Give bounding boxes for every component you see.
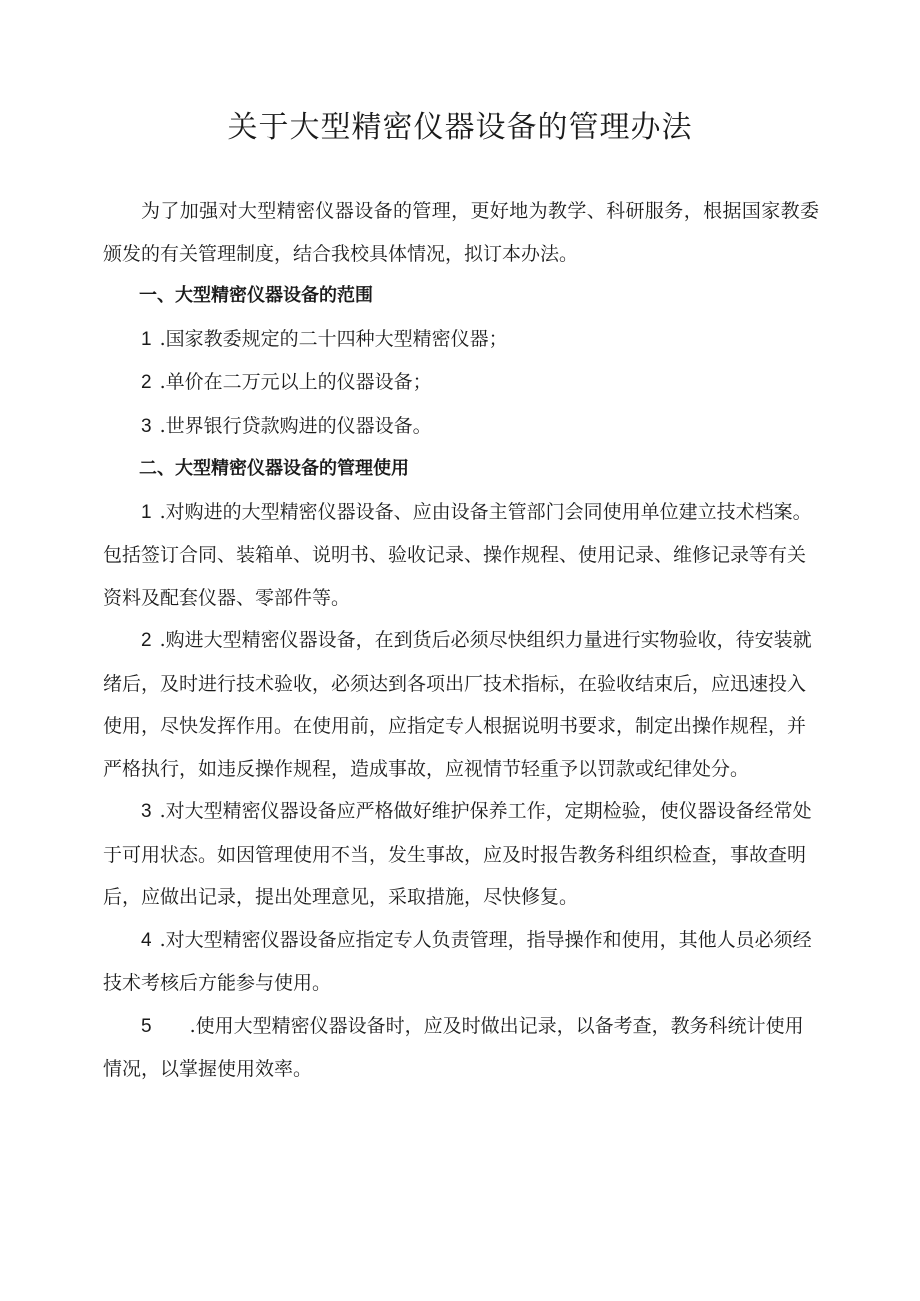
item-number: 3 xyxy=(141,415,152,437)
item-text: .单价在二万元以上的仪器设备； xyxy=(159,371,432,393)
item-text: .对大型精密仪器设备应严格做好维护保养工作，定期检验，使仪器设备经常处于可用状态。如因管理使用不当，发生事故，应及时报告教务科组织检查，事故查明后，应做出记录，提出处理意见，采取措施，尽快修复。 xyxy=(103,800,812,908)
section1-heading: 一、大型精密仪器设备的范围 xyxy=(139,285,373,306)
item-number: 2 xyxy=(141,630,152,651)
intro-paragraph: 为了加强对大型精密仪器设备的管理，更好地为教学、科研服务，根据国家教委颁发的有关管理制度，结合我校具体情况，拟订本办法。 xyxy=(103,200,819,265)
section1-item-2 xyxy=(103,361,819,405)
document-body xyxy=(103,190,819,1091)
section1-item-1 xyxy=(103,318,819,362)
item-text: .购进大型精密仪器设备，在到货后必须尽快组织力量进行实物验收，待安装就绪后，及时进行技术验收，必须达到各项出厂技术指标，在验收结束后，应迅速投入使用，尽快发挥作用。在使用前，应指定专人根据说明书要求，制定出操作规程，并严格执行，如违反操作规程，造成事故，应视情节轻重予以罚款或纪律处分。 xyxy=(103,629,812,780)
section1-item-3 xyxy=(103,405,819,449)
section2-item-2 xyxy=(103,619,819,790)
item-text: .国家教委规定的二十四种大型精密仪器； xyxy=(159,327,508,350)
section2-item-3 xyxy=(103,790,819,919)
item-text: .对购进的大型精密仪器设备、应由设备主管部门会同使用单位建立技术档案。包括签订合同、装箱单、说明书、验收记录、操作规程、使用记录、维修记录等有关资料及配套仪器、零部件等。 xyxy=(103,500,812,609)
item-number: 1 xyxy=(141,328,152,350)
item-number: 1 xyxy=(141,501,152,523)
section2-heading: 二、大型精密仪器设备的管理使用 xyxy=(139,458,409,479)
item-text: .使用大型精密仪器设备时，应及时做出记录，以备考查，教务科统计使用情况，以掌握使用效率。 xyxy=(103,1014,804,1080)
item-text: .对大型精密仪器设备应指定专人负责管理，指导操作和使用，其他人员必须经技术考核后方能参与使用。 xyxy=(103,928,812,994)
item-text: .世界银行贷款购进的仪器设备。 xyxy=(159,414,432,437)
item-number: 2 xyxy=(141,372,152,393)
section2-item-5 xyxy=(103,1005,819,1091)
document-title: 关于大型精密仪器设备的管理办法 xyxy=(227,110,693,145)
section2-item-4 xyxy=(103,919,819,1005)
item-number: 5 xyxy=(141,1015,152,1037)
item-number: 3 xyxy=(141,801,152,822)
section2-item-1 xyxy=(103,491,819,620)
item-number: 4 xyxy=(141,929,152,951)
